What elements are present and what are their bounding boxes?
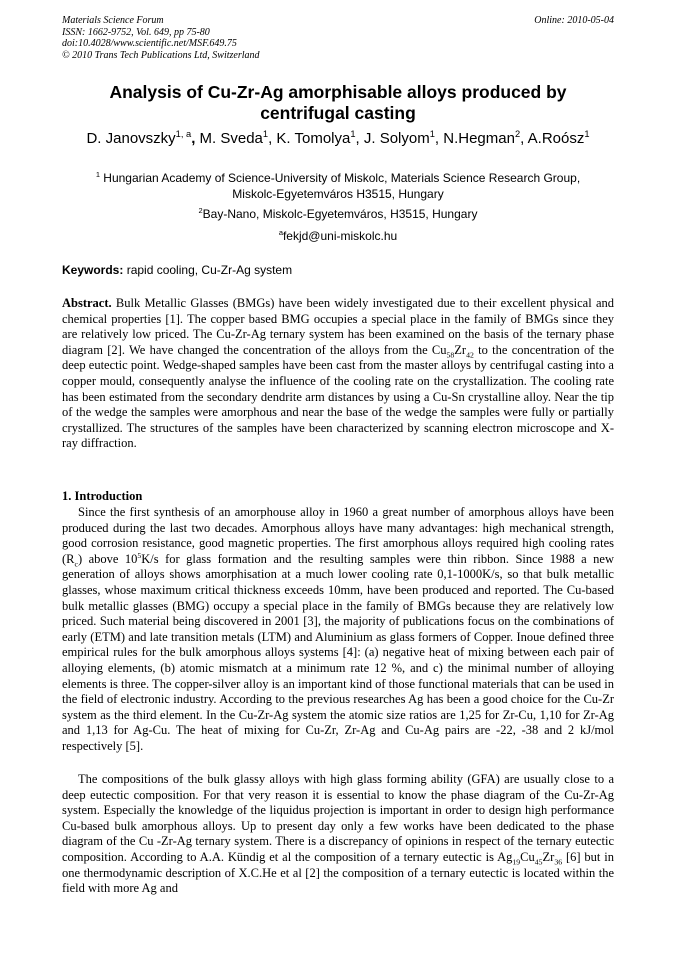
subscript: 45 — [534, 857, 543, 867]
abstract-text: Bulk Metallic Glasses (BMGs) have been widely investigated due to their excellent physical and chemical properties [1]. The copper based BMG occupies a special place in the family of BMGs since they are relatively low priced. The Cu-Zr-Ag ternary system has been examined on the basis of the ternary phase diagram [2]. We have changed the concentration of the alloys from the Cu — [62, 296, 614, 357]
title-line-1: Analysis of Cu-Zr-Ag amorphisable alloys produced by — [109, 82, 567, 102]
author-name: D. Janovszky — [86, 130, 176, 147]
affiliation-text: Hungarian Academy of Science-University of Miskolc, Materials Science Research Group, — [103, 171, 581, 185]
author-name: M. Sveda — [199, 130, 263, 147]
subscript: 36 — [554, 857, 563, 867]
affiliation-text: Miskolc-Egyetemváros H3515, Hungary — [232, 187, 444, 201]
affiliation-2 — [62, 206, 614, 222]
email-address: fekjd@uni-miskolc.hu — [282, 229, 398, 243]
issn-line: ISSN: 1662-9752, Vol. 649, pp 75-80 — [62, 26, 210, 38]
subscript: 19 — [512, 857, 521, 867]
body-text: Zr — [542, 849, 555, 864]
online-date: Online: 2010-05-04 — [534, 15, 614, 26]
author-affiliation-mark: 2 — [514, 129, 521, 139]
author-name: N.Hegman — [443, 130, 515, 147]
email-mark: a — [278, 228, 283, 237]
author-affiliation-mark: 1 — [429, 129, 435, 139]
affiliation-1 — [62, 170, 614, 202]
author-list: D. Janovszky$^{1, a}$, M. Sveda$^1$, K. Tomolya$^1$, J. Solyom$^1$, N.Hegman$^2$, A.Roósz$^1$ — [86, 129, 590, 147]
abstract-label: Abstract. — [62, 296, 112, 310]
affiliation-mark: 1 — [95, 170, 100, 179]
author-affiliation-mark: 1 — [584, 129, 590, 139]
abstract-text: Zr — [454, 342, 467, 357]
body-text: Since the first synthesis of an amorphouse alloy in 1960 a great number of amorphous alloys have been produced during the last two decades. Amorphous alloys have many advantages: high mechanical strength, good corrosion resistance, good magnetic properties. The first amorphous alloys required high cooling rates (R — [62, 505, 614, 566]
paper-title — [62, 82, 614, 124]
author-affiliation-mark: 1 — [350, 129, 356, 139]
abstract-text: to the concentration of the deep eutectic point. Wedge-shaped samples have been cast from the master alloys by centrifugal casting into a copper mould, consequently analyse the influence of the cooling rate on the crystallization. The cooling rate has been estimated from the secondary dendrite arm distances by using a Cu-Sn crystalline alloy. Near the tip of the wedge the samples were amorphous and near the base of the wedge the samples were fully or partially crystallized. The structures of the samples have been characterized by scanning electron microscope and X-ray diffraction. — [62, 342, 614, 451]
body-text: The compositions of the bulk glassy alloys with high glass forming ability (GFA) are usually close to a deep eutectic composition. For that very reason it is essential to know the phase diagram of the Cu-Zr-Ag system. Especially the knowledge of the liquidus projection is important in order to design high performance Cu-based bulk amorphous alloys. Up to present day only a few works have been dedicated to the phase diagram of the Cu -Zr-Ag ternary system. There is a discrepancy of opinions in respect of the ternary eutectic composition. According to A.A. Kündig et al the composition of a ternary eutectic is Ag — [62, 772, 614, 864]
corresponding-email — [62, 228, 614, 244]
body-text: K/s for glass formation and the resulting samples were thin ribbon. Since 1988 a new generation of alloys shows amorphisation at a much lower cooling rate 0,1-1000K/s, so that bulk metallic glasses, whose maximum critical thickness exceeds 10mm, have been produced and reported. The Cu-based bulk metallic glasses (BMG) occupy a special place in the family of BMGs because they are relatively low priced. Such material being discovered in 2001 [3], the majority of publications focus on the combinations of early (ETM) and late transition metals (LTM) and Aluminium as glass formers of Copper. Inoue defined three empirical rules for the bulk amorphous alloys systems [4]: (a) negative heat of mixing between each pair of alloying elements, (b) atomic mismatch at a minimum rate 12 %, and c) the minimal number of alloying elements is three. The copper-silver alloy is an important kind of those functional materials that can be used in the field of electronic industry. According to the previous researches Ag has been a good choice for the Cu-Zr system as the third element. In the Cu-Zr-Ag system the atomic size ratios are 1,25 for Zr-Cu, 1,10 for Zr-Ag and 1,13 for Ag-Cu. The heat of mixing for Cu-Zr, Zr-Ag and Cu-Ag pairs are -22, -38 and 2 kJ/mol respectively [5]. — [62, 551, 615, 753]
journal-name: Materials Science Forum — [62, 15, 164, 26]
keywords-label: Keywords: — [62, 263, 124, 277]
author-name: A.Roósz — [527, 130, 585, 147]
subscript: 42 — [466, 350, 474, 360]
body-text: Cu — [520, 849, 535, 864]
intro-paragraph-1 — [62, 505, 614, 755]
body-text: ) above 10 — [77, 551, 138, 566]
intro-paragraph-2 — [62, 772, 614, 897]
title-line-2: centrifugal casting — [260, 103, 416, 123]
keywords-text: rapid cooling, Cu-Zr-Ag system — [123, 263, 293, 277]
author-affiliation-mark: 1, a — [175, 129, 192, 139]
subscript: c — [74, 559, 78, 569]
journal-header — [62, 15, 614, 61]
doi-line: doi:10.4028/www.scientific.net/MSF.649.75 — [62, 38, 237, 49]
affiliation-mark: 2 — [198, 206, 203, 215]
section-heading: 1. Introduction — [62, 489, 143, 503]
author-affiliation-mark: 1 — [262, 129, 269, 139]
body-text: [6] but in one thermodynamic description of X.C.He et al [2] the composition of a ternary eutectic is located within the field with more Ag and — [62, 849, 614, 896]
keywords — [62, 262, 614, 278]
author-name: K. Tomolya — [276, 130, 351, 147]
subscript: 58 — [446, 350, 455, 360]
affiliation-text: Bay-Nano, Miskolc-Egyetemváros, H3515, Hungary — [202, 207, 478, 221]
author-name: J. Solyom — [363, 130, 430, 147]
superscript: 5 — [137, 550, 142, 560]
copyright-line: © 2010 Trans Tech Publications Ltd, Switzerland — [62, 49, 260, 61]
abstract — [62, 296, 614, 452]
